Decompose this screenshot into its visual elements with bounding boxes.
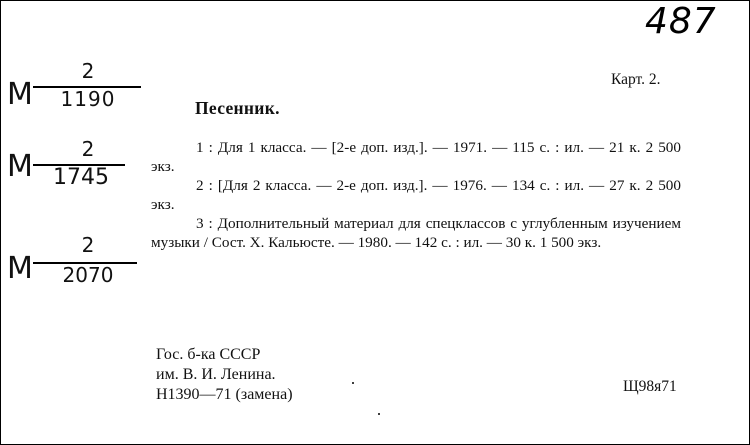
shelf-mark-denominator: 1745 — [53, 165, 109, 190]
volume-entry-2: 2 : [Для 2 класса. — 2-е доп. изд.]. — 1976. — 134 с. : ил. — 27 к. 2 500 экз. — [151, 177, 681, 213]
shelf-mark-prefix: M — [7, 251, 33, 286]
card-print-number: Н1390—71 (замена) — [156, 386, 293, 403]
volume-entry-3: 3 : Дополнительный материал для спецклассов с углубленным изучением музыки / Сост. Х. Кальюсте. — 1980. — 142 с. : ил. — 30 к. 1 500 экз. — [151, 215, 681, 251]
shelf-mark-numerator: 2 — [81, 59, 95, 83]
speck-decoration — [352, 382, 354, 384]
shelf-mark-denominator: 1190 — [60, 87, 116, 111]
volume-entry-1: 1 : Для 1 класса. — [2-е доп. изд.]. — 1971. — 115 с. : ил. — 21 к. 2 500 экз. — [151, 139, 681, 175]
classification-code: Щ98я71 — [623, 378, 677, 395]
shelf-mark-numerator: 2 — [81, 137, 95, 161]
library-name: Гос. б-ка СССР — [156, 346, 261, 363]
shelf-mark-prefix: M — [7, 77, 33, 112]
shelf-mark-numerator: 2 — [81, 233, 95, 257]
card-label: Карт. 2. — [611, 71, 661, 88]
library-dedication: им. В. И. Ленина. — [156, 366, 276, 383]
handwritten-card-number: 487 — [645, 1, 717, 42]
speck-decoration — [378, 413, 380, 415]
volume-entries — [151, 138, 681, 252]
shelf-mark-prefix: M — [7, 149, 33, 184]
shelf-mark-denominator: 2070 — [62, 263, 114, 287]
library-imprint — [156, 345, 293, 405]
page-title: Песенник. — [195, 98, 280, 118]
